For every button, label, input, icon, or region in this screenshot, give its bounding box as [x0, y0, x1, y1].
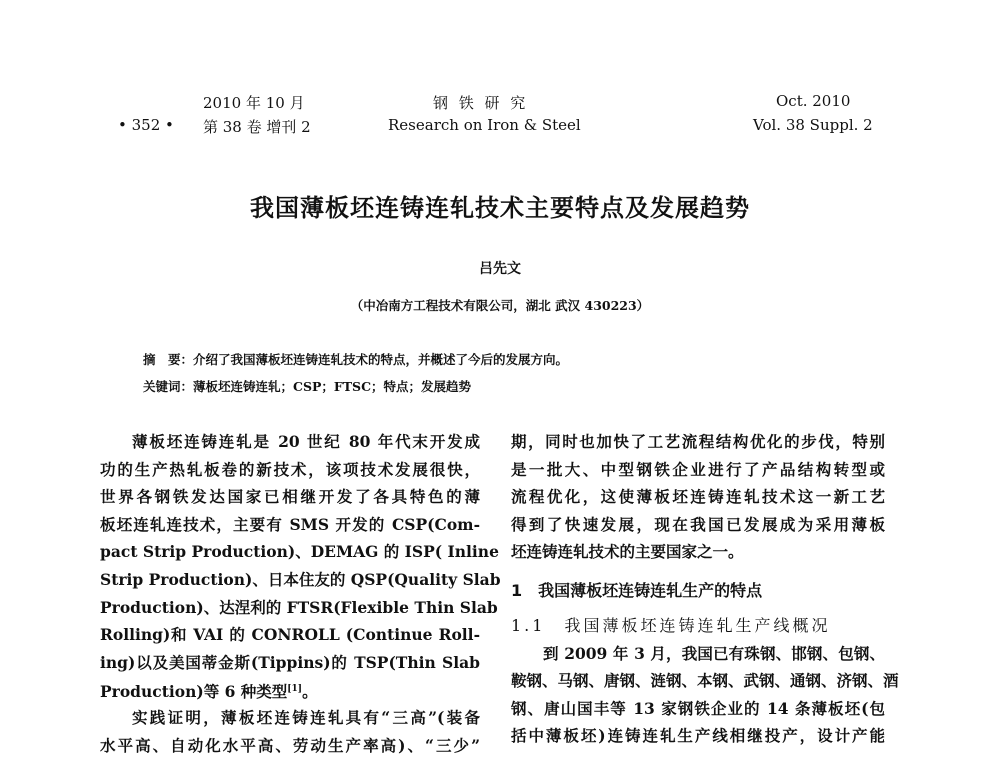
- text-line: 世界各钢铁发达国家已相继开发了各具特色的薄: [100, 487, 480, 507]
- left-column: [100, 428, 501, 759]
- text-line: 功的生产热轧板卷的新技术，该项技术发展很快，: [100, 459, 480, 479]
- text-span: Production)等 6 种类型: [100, 682, 288, 702]
- period: 。: [302, 682, 318, 702]
- keywords: 关键词：薄板坯连铸连轧；CSP；FTSC；特点；发展趋势: [143, 379, 472, 394]
- section-heading-1: 1 我国薄板坯连铸连轧生产的特点: [511, 580, 763, 600]
- section-heading-1-1: 1.1 我国薄板坯连铸连轧生产线概况: [511, 615, 831, 635]
- text-line: 期，同时也加快了工艺流程结构优化的步伐，特别: [511, 432, 885, 451]
- author: 吕先文: [479, 261, 521, 277]
- volume-en: Vol. 38 Suppl. 2: [753, 116, 873, 134]
- journal-name-cn: 钢 铁 研 究: [433, 94, 529, 112]
- text-line: Rolling)和 VAI 的 CONROLL (Continue Roll-: [100, 625, 480, 645]
- text-line: [100, 676, 480, 704]
- text-line: 括中薄板坯)连铸连轧生产线相继投产，设计产能: [511, 726, 885, 746]
- volume-cn: 第 38 卷 增刊 2: [203, 118, 311, 136]
- text-line: pact Strip Production)、DEMAG 的 ISP( Inline: [100, 542, 499, 562]
- article-title: 我国薄板坯连铸连轧技术主要特点及发展趋势: [250, 194, 750, 222]
- abstract: 摘 要：介绍了我国薄板坯连铸连轧技术的特点，并概述了今后的发展方向。: [143, 352, 569, 367]
- text-line: 钢、唐山国丰等 13 家钢铁企业的 14 条薄板坯(包: [511, 698, 885, 718]
- text-line: Strip Production)、日本住友的 QSP(Quality Slab: [100, 569, 501, 589]
- affiliation: （中冶南方工程技术有限公司，湖北 武汉 430223）: [350, 298, 650, 313]
- right-column: [511, 428, 899, 750]
- citation[interactable]: [1]: [287, 684, 303, 695]
- text-line: 板坯连轧连技术，主要有 SMS 开发的 CSP(Com-: [100, 514, 480, 534]
- text-line: 水平高、自动化水平高、劳动生产率高)、“三少”: [100, 735, 480, 755]
- text-line: 到 2009 年 3 月，我国已有珠钢、邯钢、包钢、: [543, 643, 885, 663]
- text-line: ing)以及美国蒂金斯(Tippins)的 TSP(Thin Slab: [100, 652, 480, 672]
- text-line: 薄板坯连铸连轧是 20 世纪 80 年代末开发成: [132, 432, 480, 451]
- text-line: 是一批大、中型钢铁企业进行了产品结构转型或: [511, 459, 885, 479]
- text-line: 实践证明，薄板坯连铸连轧具有“三高”(装备: [132, 707, 480, 727]
- issue-date-en: Oct. 2010: [776, 92, 851, 110]
- text-line: Production)、达涅利的 FTSR(Flexible Thin Slab: [100, 597, 498, 617]
- text-line: 坯连铸连轧技术的主要国家之一。: [511, 542, 744, 562]
- text-line: 得到了快速发展，现在我国已发展成为采用薄板: [511, 514, 885, 534]
- text-line: 鞍钢、马钢、唐钢、涟钢、本钢、武钢、通钢、济钢、酒: [511, 671, 899, 691]
- journal-name-en: Research on Iron & Steel: [388, 116, 581, 134]
- text-line: 流程优化，这使薄板坯连铸连轧技术这一新工艺: [511, 487, 885, 507]
- page-number: • 352 •: [118, 116, 174, 134]
- issue-date-cn: 2010 年 10 月: [203, 94, 305, 112]
